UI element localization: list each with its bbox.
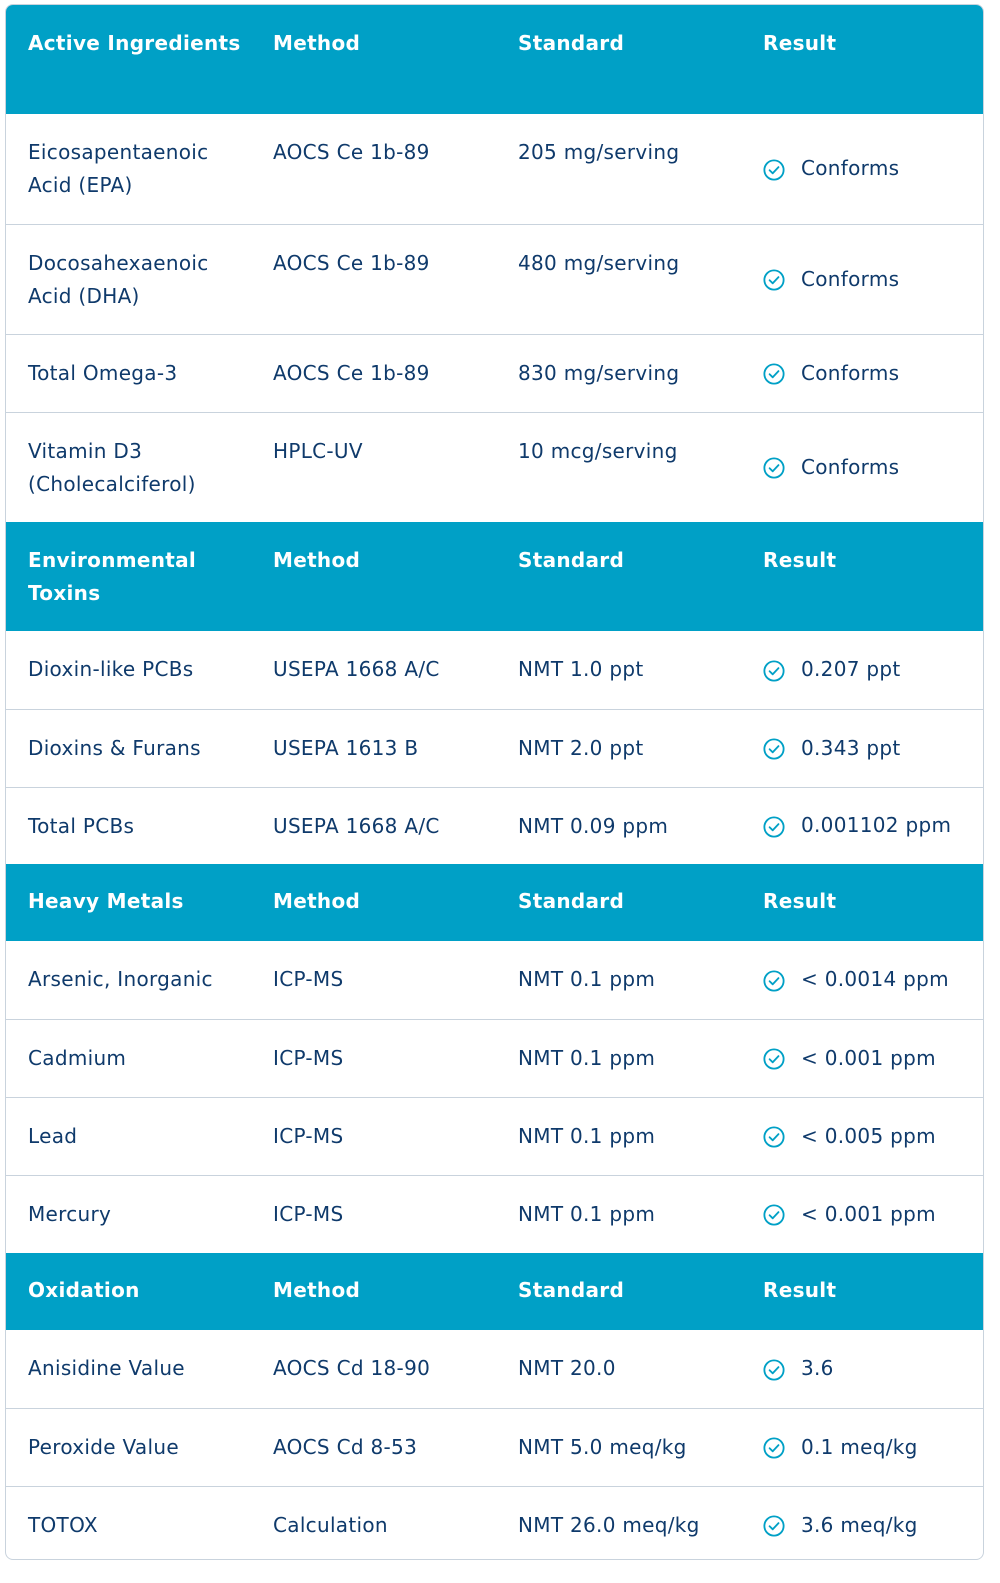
result-cell bbox=[741, 1019, 983, 1097]
standard-value: NMT 1.0 ppt bbox=[518, 657, 644, 681]
check-circle-icon bbox=[763, 815, 785, 837]
result-value: < 0.001 ppm bbox=[801, 1201, 936, 1226]
result bbox=[763, 1431, 973, 1464]
test-method: ICP-MS bbox=[273, 967, 344, 991]
header-result: Result bbox=[741, 522, 983, 631]
result-value: < 0.005 ppm bbox=[801, 1123, 936, 1148]
result bbox=[763, 963, 973, 996]
standard-value: 480 mg/serving bbox=[496, 224, 741, 334]
check-circle-icon bbox=[763, 659, 785, 681]
result-cell bbox=[741, 1408, 983, 1486]
result-cell bbox=[741, 412, 983, 522]
result-value: < 0.001 ppm bbox=[801, 1045, 936, 1070]
header-category: Active Ingredients bbox=[6, 5, 251, 114]
analyte-name: Mercury bbox=[6, 1175, 251, 1253]
analyte-name: Peroxide Value bbox=[6, 1408, 251, 1486]
analyte-name: Cadmium bbox=[6, 1019, 251, 1097]
test-method: USEPA 1613 B bbox=[251, 709, 496, 787]
check-circle-icon bbox=[763, 1514, 785, 1536]
result-value: Conforms bbox=[801, 454, 900, 479]
result bbox=[763, 1120, 973, 1153]
standard-value: 205 mg/serving bbox=[518, 140, 680, 164]
test-method: AOCS Ce 1b-89 bbox=[251, 334, 496, 412]
test-method: AOCS Ce 1b-89 bbox=[273, 140, 430, 164]
table-row bbox=[6, 334, 983, 412]
result-value: < 0.0014 ppm bbox=[801, 967, 949, 992]
analyte-name: Total Omega-3 bbox=[6, 334, 251, 412]
standard-value: NMT 0.1 ppm bbox=[496, 1097, 741, 1175]
result bbox=[763, 451, 973, 484]
table-row bbox=[6, 114, 983, 224]
table-row bbox=[6, 1408, 983, 1486]
header-category: Heavy Metals bbox=[6, 864, 251, 941]
header-category: Environmental Toxins bbox=[6, 522, 251, 631]
test-method: AOCS Cd 18-90 bbox=[273, 1356, 431, 1380]
result-cell bbox=[741, 787, 983, 864]
standard-value: 830 mg/serving bbox=[496, 334, 741, 412]
test-method: HPLC-UV bbox=[251, 412, 496, 522]
check-circle-icon bbox=[763, 158, 785, 180]
result-cell bbox=[741, 334, 983, 412]
header-method: Method bbox=[251, 522, 496, 631]
result-cell bbox=[741, 631, 983, 709]
result-value: 0.001102 ppm bbox=[801, 813, 952, 838]
test-results-table bbox=[5, 4, 984, 1560]
result bbox=[763, 1509, 973, 1542]
header-result: Result bbox=[741, 5, 983, 114]
result bbox=[763, 152, 973, 185]
result-cell bbox=[741, 114, 983, 224]
analyte-name: Vitamin D3 (Cholecalciferol) bbox=[6, 412, 251, 522]
result-value: Conforms bbox=[801, 156, 900, 181]
test-method: ICP-MS bbox=[251, 1097, 496, 1175]
result bbox=[763, 357, 973, 390]
section-header-row bbox=[6, 1253, 983, 1330]
header-standard: Standard bbox=[496, 864, 741, 941]
result bbox=[763, 653, 973, 686]
check-circle-icon bbox=[763, 1125, 785, 1147]
table-row bbox=[6, 1175, 983, 1253]
result-cell bbox=[741, 1175, 983, 1253]
header-standard: Standard bbox=[496, 522, 741, 631]
header-result: Result bbox=[741, 864, 983, 941]
result-cell bbox=[741, 1486, 983, 1560]
result bbox=[763, 1042, 973, 1075]
analyte-name: Dioxins & Furans bbox=[6, 709, 251, 787]
check-circle-icon bbox=[763, 268, 785, 290]
table-row bbox=[6, 1019, 983, 1097]
result bbox=[763, 809, 973, 842]
header-standard: Standard bbox=[496, 5, 741, 114]
table-row bbox=[6, 709, 983, 787]
result-value: 0.1 meq/kg bbox=[801, 1434, 918, 1459]
check-circle-icon bbox=[763, 737, 785, 759]
test-method: AOCS Ce 1b-89 bbox=[251, 224, 496, 334]
table-row bbox=[6, 1330, 983, 1408]
standard-value: NMT 0.1 ppm bbox=[496, 1019, 741, 1097]
standard-value: NMT 5.0 meq/kg bbox=[496, 1408, 741, 1486]
test-method: AOCS Cd 8-53 bbox=[251, 1408, 496, 1486]
result bbox=[763, 1352, 973, 1385]
table-row bbox=[6, 224, 983, 334]
result-cell bbox=[741, 1097, 983, 1175]
analyte-name: Anisidine Value bbox=[28, 1356, 185, 1380]
test-method: Calculation bbox=[251, 1486, 496, 1560]
table-row bbox=[6, 1486, 983, 1560]
test-method: USEPA 1668 A/C bbox=[251, 787, 496, 864]
check-circle-icon bbox=[763, 969, 785, 991]
analyte-name: Lead bbox=[6, 1097, 251, 1175]
standard-value: NMT 0.1 ppm bbox=[496, 1175, 741, 1253]
result-cell bbox=[741, 709, 983, 787]
section-header-row bbox=[6, 864, 983, 941]
result-value: Conforms bbox=[801, 266, 900, 291]
standard-value: NMT 26.0 meq/kg bbox=[496, 1486, 741, 1560]
section-header-row bbox=[6, 522, 983, 631]
standard-value: NMT 0.1 ppm bbox=[518, 967, 656, 991]
table-row bbox=[6, 941, 983, 1019]
check-circle-icon bbox=[763, 456, 785, 478]
result bbox=[763, 1198, 973, 1231]
result-value: 0.343 ppt bbox=[801, 735, 901, 760]
result-cell bbox=[741, 1330, 983, 1408]
header-method: Method bbox=[251, 5, 496, 114]
result bbox=[763, 263, 973, 296]
header-category: Oxidation bbox=[6, 1253, 251, 1330]
table-row bbox=[6, 412, 983, 522]
test-method: ICP-MS bbox=[251, 1175, 496, 1253]
analyte-name: Docosahexaenoic Acid (DHA) bbox=[6, 224, 251, 334]
check-circle-icon bbox=[763, 1358, 785, 1380]
standard-value: NMT 2.0 ppt bbox=[496, 709, 741, 787]
result-value: 3.6 meq/kg bbox=[801, 1512, 918, 1537]
analyte-name: Eicosapentaenoic Acid (EPA) bbox=[28, 140, 209, 197]
table-row bbox=[6, 1097, 983, 1175]
standard-value: NMT 20.0 bbox=[518, 1356, 616, 1380]
table-row bbox=[6, 631, 983, 709]
results-table bbox=[6, 5, 983, 1560]
result bbox=[763, 732, 973, 765]
check-circle-icon bbox=[763, 1203, 785, 1225]
analyte-name: Total PCBs bbox=[6, 787, 251, 864]
header-method: Method bbox=[251, 1253, 496, 1330]
analyte-name: Dioxin-like PCBs bbox=[28, 657, 194, 681]
check-circle-icon bbox=[763, 1047, 785, 1069]
check-circle-icon bbox=[763, 362, 785, 384]
standard-value: NMT 0.09 ppm bbox=[496, 787, 741, 864]
result-cell bbox=[741, 941, 983, 1019]
standard-value: 10 mcg/serving bbox=[496, 412, 741, 522]
header-standard: Standard bbox=[496, 1253, 741, 1330]
result-value: 3.6 bbox=[801, 1356, 834, 1381]
test-method: ICP-MS bbox=[251, 1019, 496, 1097]
header-method: Method bbox=[251, 864, 496, 941]
table-row bbox=[6, 787, 983, 864]
check-circle-icon bbox=[763, 1436, 785, 1458]
test-method: USEPA 1668 A/C bbox=[273, 657, 440, 681]
analyte-name: TOTOX bbox=[6, 1486, 251, 1560]
section-header-row bbox=[6, 5, 983, 114]
analyte-name: Arsenic, Inorganic bbox=[28, 967, 213, 991]
result-value: 0.207 ppt bbox=[801, 657, 901, 682]
table-body bbox=[6, 5, 983, 1560]
header-result: Result bbox=[741, 1253, 983, 1330]
result-value: Conforms bbox=[801, 360, 900, 385]
result-cell bbox=[741, 224, 983, 334]
